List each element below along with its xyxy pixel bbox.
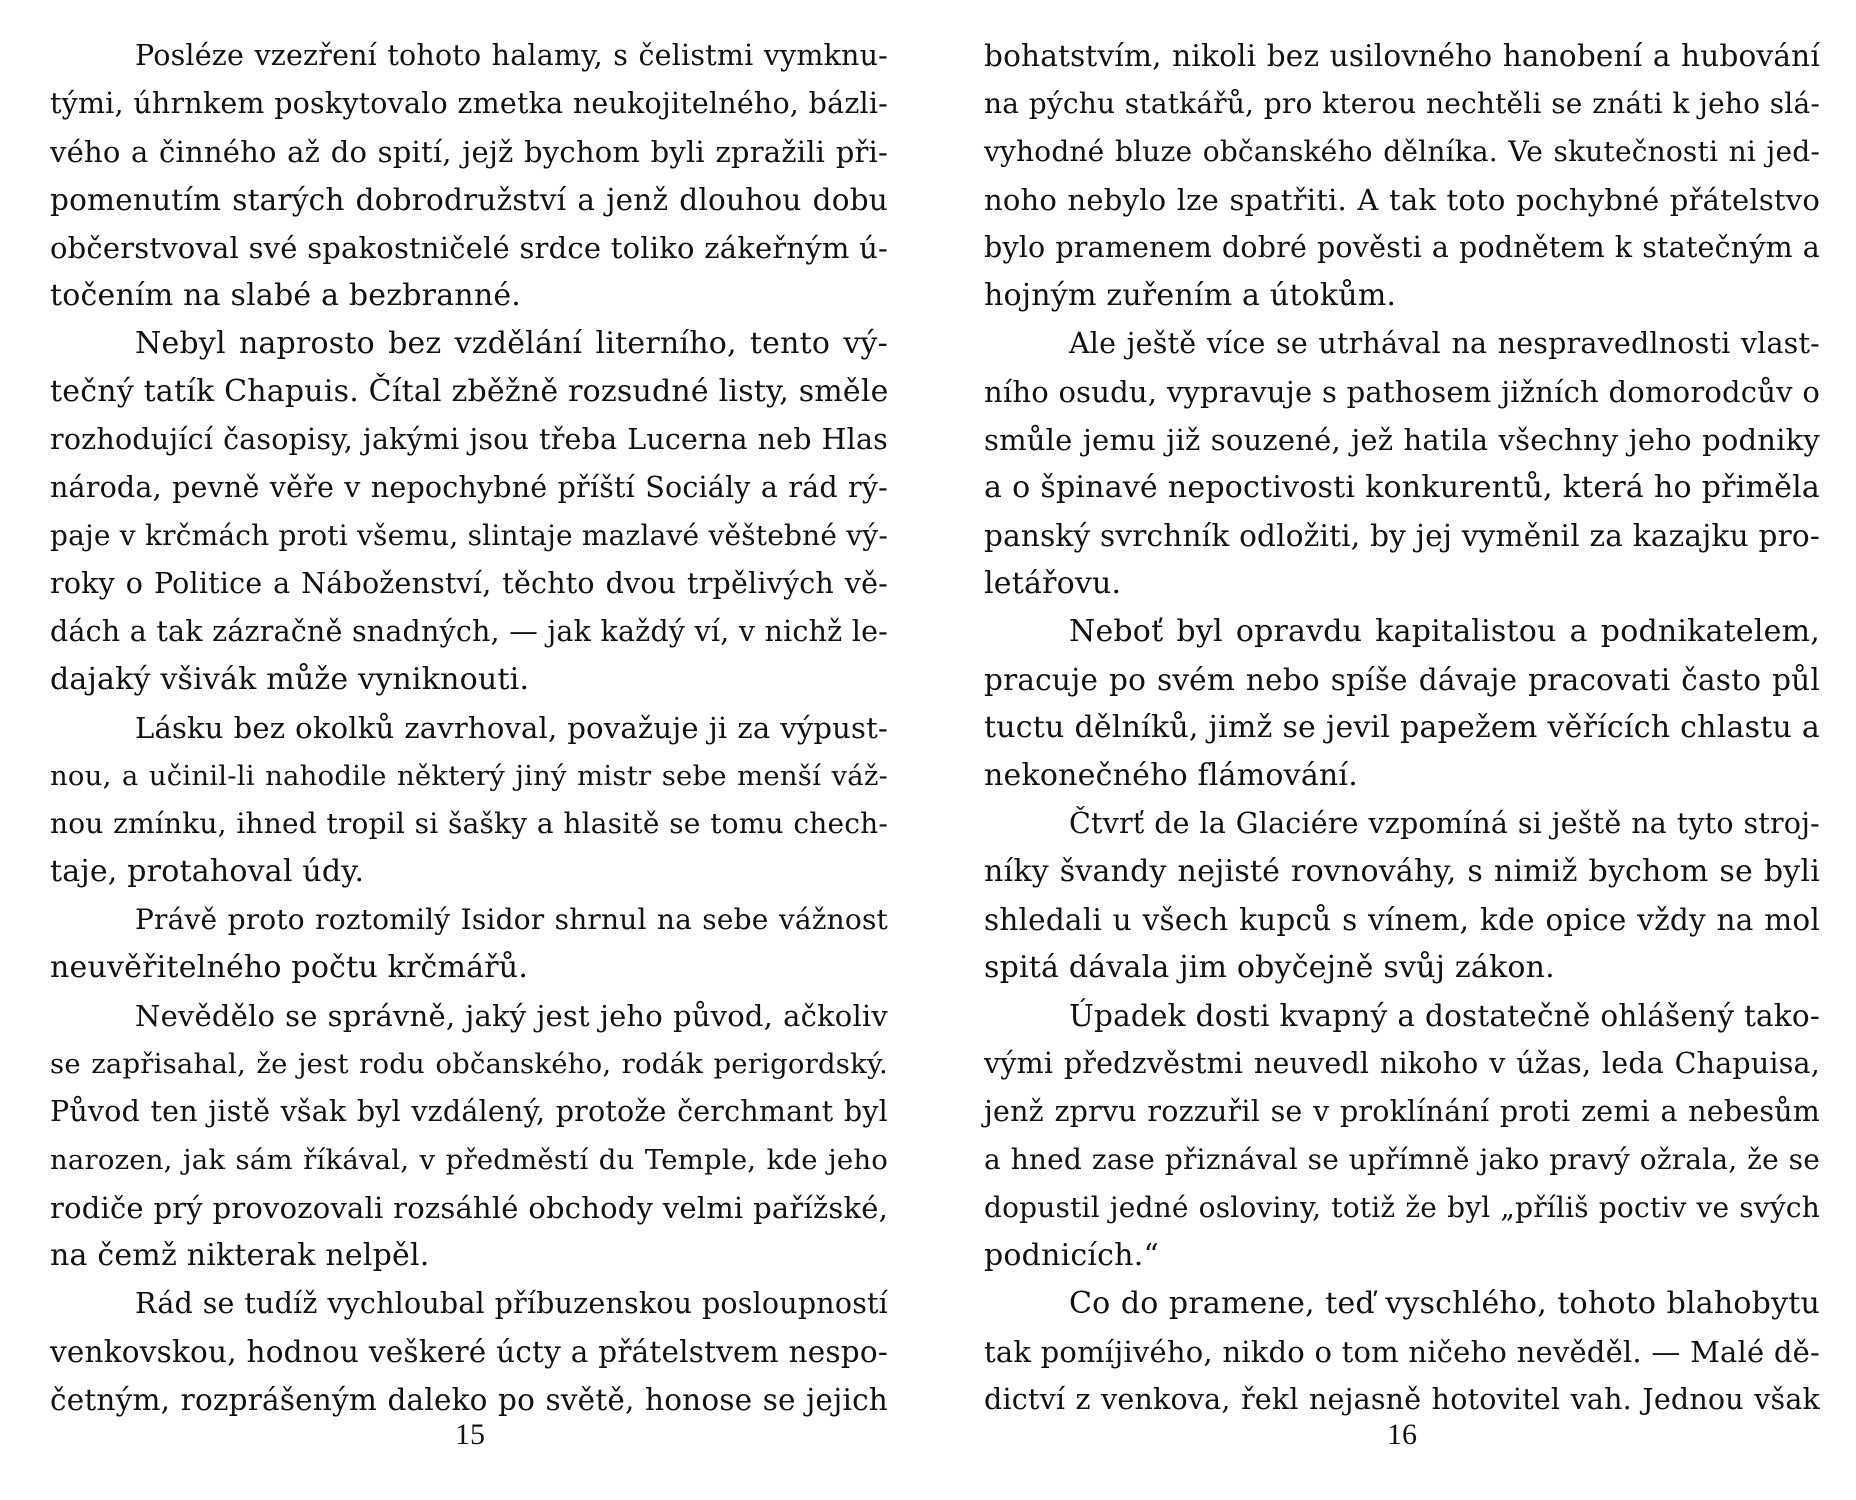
text-line: Původ ten jistě však byl vzdálený, protože čerchmant byl [50, 1095, 888, 1128]
text-line: a o špinavé nepoctivosti konkurentů, která ho přiměla [984, 470, 1820, 505]
right-page-number: 16 [1387, 1418, 1417, 1451]
text-line: dictví z venkova, řekl nejasně hotovitel vah. Jednou však [984, 1383, 1820, 1416]
text-line: neuvěřitelného počtu krčmářů. [50, 950, 529, 985]
right-page-text [984, 32, 1820, 1424]
text-line: dách a tak zázračně snadných, — jak každý ví, v nichž le- [50, 615, 888, 648]
text-line: Úpadek dosti kvapný a dostatečně ohlášený tako- [1069, 999, 1820, 1033]
text-line: Nebyl naprosto bez vzdělání literního, tento vý- [135, 326, 888, 361]
text-line: tými, úhrnkem poskytovalo zmetka neukojitelného, bázli- [50, 87, 888, 120]
text-line: se zapřisahal, že jest rodu občanského, rodák perigordský. [50, 1048, 888, 1080]
text-line: na pýchu statkářů, pro kterou nechtěli se znáti k jeho slá- [984, 87, 1820, 120]
text-line: bylo pramenem dobré pověsti a podnětem k statečným a [984, 231, 1820, 264]
text-line: venkovskou, hodnou veškeré úcty a přátelstvem nespo- [50, 1335, 888, 1369]
text-line: taje, protahoval údy. [50, 854, 365, 889]
text-line: na čemž nikterak nelpěl. [50, 1238, 430, 1273]
text-line: noho nebylo lze spatřiti. A tak toto pochybné přátelstvo [984, 183, 1820, 217]
text-line: Nevědělo se správně, jaký jest jeho původ, ačkoliv [135, 999, 888, 1033]
text-line: jenž zprvu rozzuřil se v proklínání proti zemi a nebesům [984, 1095, 1820, 1128]
text-line: Neboť byl opravdu kapitalistou a podnikatelem, [1069, 614, 1820, 649]
text-line: Čtvrť de la Glaciére vzpomíná si ještě na tyto stroj- [1069, 807, 1820, 840]
text-line: vými předzvěstmi neuvedl nikoho v úžas, leda Chapuisa, [984, 1047, 1820, 1080]
text-line: vého a činného až do spití, jejž bychom byli zpražili při- [50, 135, 888, 169]
text-line: Rád se tudíž vychloubal příbuzenskou posloupností [135, 1287, 888, 1320]
text-line: nou zmínku, ihned tropil si šašky a hlasitě se tomu chech- [50, 807, 888, 840]
text-line: dajaký všivák může vyniknouti. [50, 662, 530, 697]
text-line: četným, rozprášeným daleko po světě, honose se jejich [50, 1383, 888, 1417]
text-line: točením na slabé a bezbranné. [50, 278, 522, 313]
text-line: narozen, jak sám říkával, v předměstí du Temple, kde jeho [50, 1144, 888, 1176]
text-line: shledali u všech kupců s vínem, kde opice vždy na mol [984, 903, 1820, 937]
right-page [928, 0, 1856, 1500]
text-line: tuctu dělníků, jimž se jevil papežem věřících chlastu a [984, 710, 1820, 745]
text-line: paje v krčmách proti všemu, slintaje mazlavé věštebné vý- [50, 519, 888, 552]
text-line: bohatstvím, nikoli bez usilovného hanobení a hubování [984, 39, 1820, 73]
text-line: dopustil jedné osloviny, totiž že byl „příliš poctiv ve svých [984, 1191, 1820, 1224]
text-line: a hned zase přiznával se upřímně jako pravý ožrala, že se [984, 1143, 1820, 1176]
text-line: Lásku bez okolků zavrhoval, považuje ji za výpust- [135, 711, 888, 745]
text-line: rozhodující časopisy, jakými jsou třeba Lucerna neb Hlas [50, 423, 888, 456]
text-line: nou, a učinil-li nahodile některý jiný mistr sebe menší váž- [50, 760, 888, 792]
text-line: vyhodné bluze občanského dělníka. Ve skutečnosti ni jed- [984, 135, 1820, 168]
text-line: hojným zuřením a útokům. [984, 278, 1397, 313]
text-line: spitá dávala jim obyčejně svůj zákon. [984, 950, 1555, 985]
text-line: ního osudu, vypravuje s pathosem jižních domorodcův o [984, 375, 1820, 409]
text-line: tak pomíjivého, nikdo o tom ničeho nevěděl. — Malé dě- [984, 1335, 1820, 1369]
text-line: pomenutím starých dobrodružství a jenž dlouhou dobu [50, 183, 888, 217]
text-line: Právě proto roztomilý Isidor shrnul na sebe vážnost [135, 903, 888, 936]
text-line: pracuje po svém nebo spíše dávaje pracovati často půl [984, 663, 1820, 697]
left-page-text [50, 32, 888, 1424]
text-line: tečný tatík Chapuis. Čítal zběžně rozsudné listy, směle [50, 374, 889, 409]
text-line: roky o Politice a Náboženství, těchto dvou trpělivých vě- [50, 567, 888, 600]
text-line: letářovu. [984, 566, 1122, 601]
text-line: Co do pramene, teď vyschlého, tohoto blahobytu [1069, 1286, 1820, 1321]
text-line: panský svrchník odložiti, by jej vyměnil za kazajku pro- [984, 519, 1820, 553]
text-line: národa, pevně věře v nepochybné příští Sociály a rád rý- [50, 471, 888, 504]
text-line: rodiče prý provozovali rozsáhlé obchody velmi pařížské, [50, 1191, 888, 1225]
text-line: občerstvoval své spakostničelé srdce toliko zákeřným ú- [50, 231, 888, 265]
text-line: podnicích.“ [984, 1238, 1159, 1273]
text-line: Ale ještě více se utrhával na nespravedlnosti vlast- [1069, 327, 1820, 360]
text-line: smůle jemu již souzené, jež hatila všechny jeho podniky [984, 423, 1820, 457]
text-line: níky švandy nejisté rovnováhy, s nimiž bychom se byli [984, 854, 1820, 889]
text-line: nekonečného flámování. [984, 758, 1358, 793]
left-page-number: 15 [455, 1418, 485, 1451]
text-line: Posléze vzezření tohoto halamy, s čelistmi vymknu- [135, 39, 888, 72]
